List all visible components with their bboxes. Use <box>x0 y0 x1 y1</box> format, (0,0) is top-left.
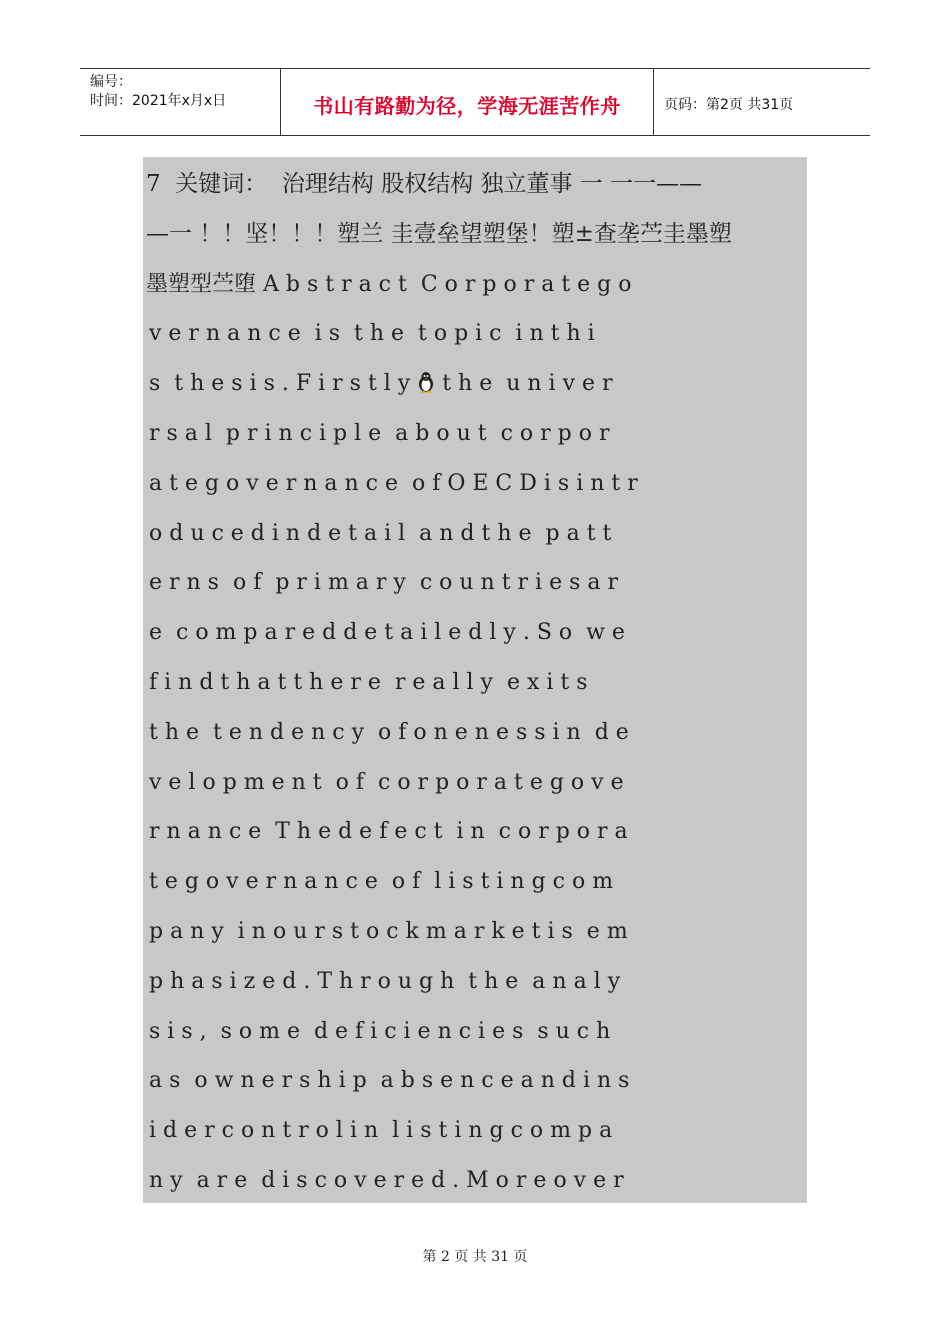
body-line-14: r n a n c e T h e d e f e c t i n c o r p o r a <box>149 819 628 845</box>
page-footer: 第 2 页 共 31 页 <box>422 1249 528 1265</box>
body-line-20: i d e r c o n t r o l i n l i s t i n g c o m p a <box>149 1118 613 1144</box>
body-line-5-tail: t h e u n i v e r <box>435 371 613 397</box>
body-line-21: n y a r e d i s c o v e r e d . M o r e o v e r <box>149 1167 624 1193</box>
body-line-9: e r n s o f p r i m a r y c o u n t r i e s a r <box>149 570 619 596</box>
number-label: 编号： <box>90 74 132 90</box>
document-body <box>143 157 807 1203</box>
body-line-5 <box>143 359 807 409</box>
body-line-4: v e r n a n c e i s t h e t o p i c i n t h i <box>149 321 595 347</box>
body-line-13: v e l o p m e n t o f c o r p o r a t e g o v e <box>149 769 624 795</box>
body-line-15: t e g o v e r n a n c e o f l i s t i n g c o m <box>149 869 614 895</box>
penguin-icon <box>417 371 435 393</box>
header-page-info: 页码：第2页 共31页 <box>664 97 794 113</box>
body-line-5-head: s t h e s i s . F i r s t l y <box>149 371 418 397</box>
body-line-6: r s a l p r i n c i p l e a b o u t c o r p o r <box>149 420 610 446</box>
body-line-1: 7 关键词： 治理结构 股权结构 独立董事 一 一一—— <box>146 171 703 197</box>
body-line-2: —一 ！！坚！！！塑兰 圭壹垒望塑堡！塑±查垄苎圭墨塑 <box>146 220 732 247</box>
body-line-3: 墨塑型苎堕 A b s t r a c t C o r p o r a t e g o <box>146 271 632 297</box>
body-line-11: f i n d t h a t t h e r e r e a l l y e x i t s <box>149 669 588 695</box>
time-label: 时间：2021年x月x日 <box>90 93 227 109</box>
body-line-19: a s o w n e r s h i p a b s e n c e a n d i n s <box>149 1068 630 1094</box>
body-line-18: s i s , s o m e d e f i c i e n c i e s s u c h <box>149 1018 611 1044</box>
header-table <box>80 68 870 136</box>
header-motto: 书山有路勤为径，学海无涯苦作舟 <box>281 69 654 135</box>
body-line-16: p a n y i n o u r s t o c k m a r k e t i s e m <box>149 918 628 944</box>
body-line-17: p h a s i z e d . T h r o u g h t h e a n a l y <box>149 968 621 994</box>
body-line-10: e c o m p a r e d d e t a i l e d l y . S o w e <box>149 620 625 646</box>
body-line-8: o d u c e d i n d e t a i l a n d t h e p a t t <box>149 520 612 546</box>
body-line-7: a t e g o v e r n a n c e o f O E C D i s i n t r <box>149 470 638 496</box>
header-meta <box>80 69 281 135</box>
body-line-12: t h e t e n d e n c y o f o n e n e s s i n d e <box>149 719 629 745</box>
